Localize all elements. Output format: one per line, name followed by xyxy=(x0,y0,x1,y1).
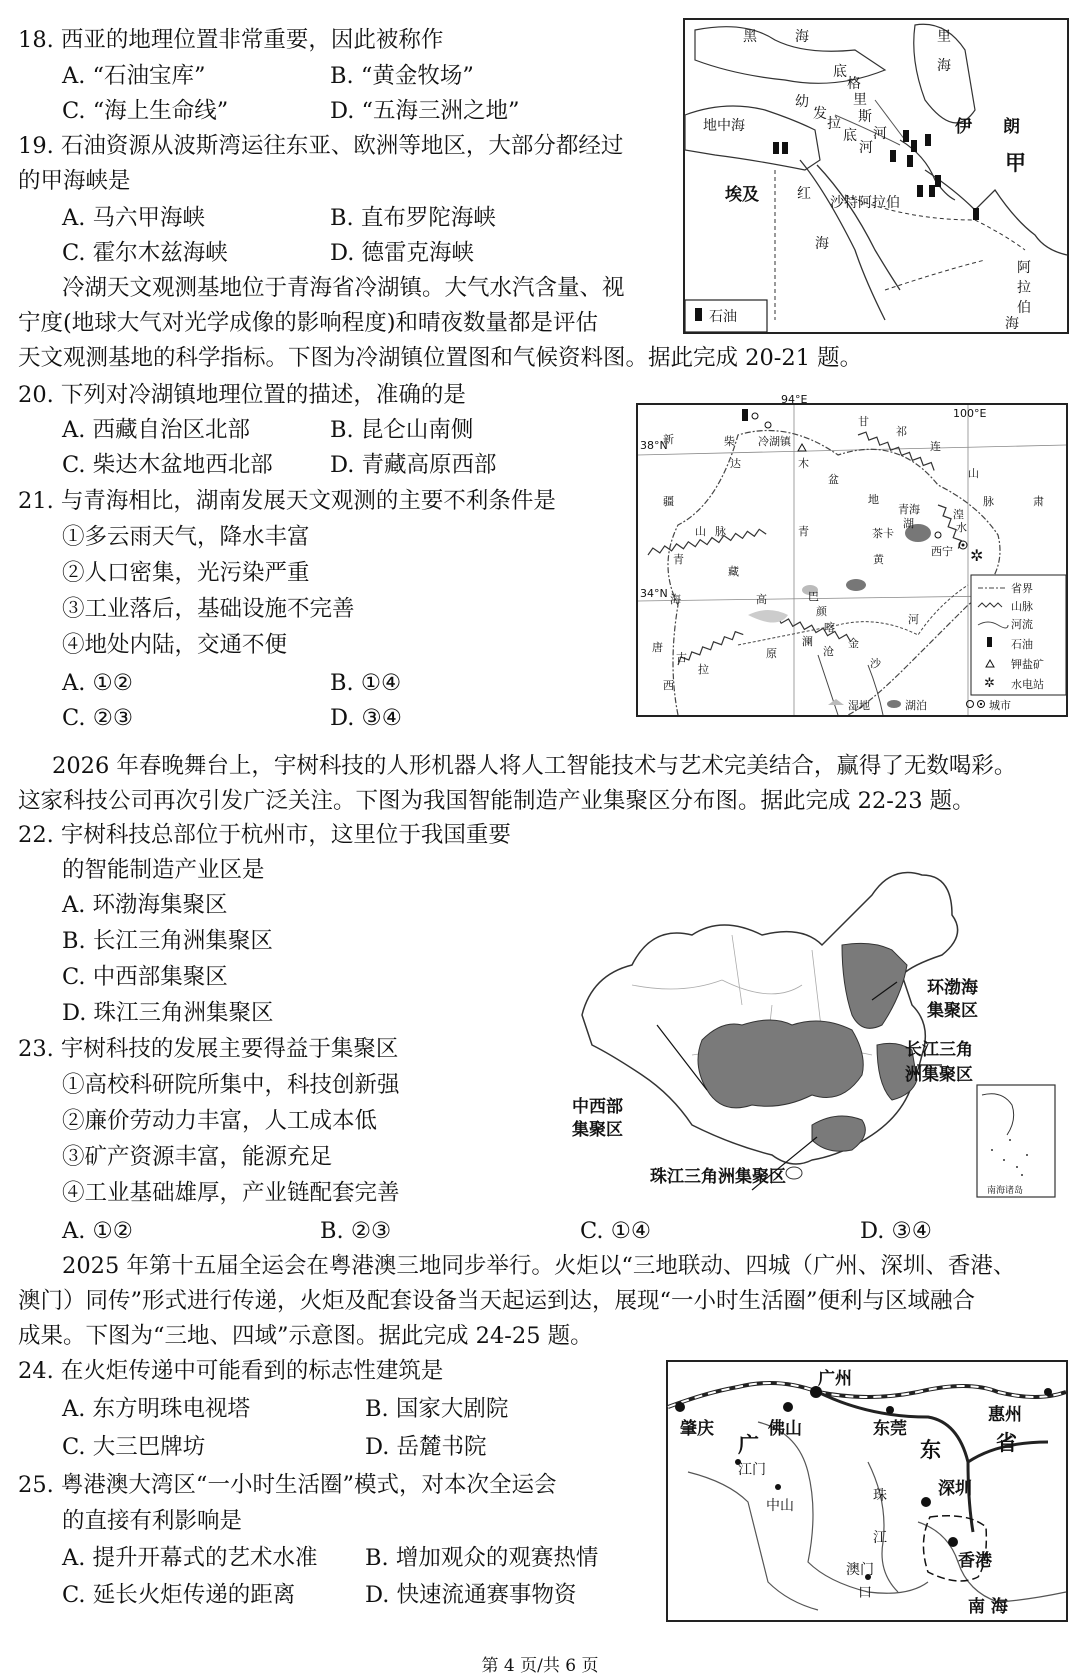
map1-legend-oil: 石油 xyxy=(709,309,737,325)
q21-item-3: ③工业落后，基础设施不完善 xyxy=(62,596,355,622)
q25-stem-line2: 的直接有利影响是 xyxy=(62,1508,243,1534)
q20-option-a[interactable]: A. 西藏自治区北部 xyxy=(62,417,251,443)
lat-38: 38°N xyxy=(640,439,668,452)
svg-text:古: 古 xyxy=(676,651,687,664)
intro24-line2: 澳门）同传”形式进行传递，火炬及配套设备当天起运到达，展现“一小时生活圈”便利与区域融合 xyxy=(18,1288,976,1314)
q20-option-b[interactable]: B. 昆仑山南侧 xyxy=(330,417,474,443)
q24-option-d[interactable]: D. 岳麓书院 xyxy=(365,1434,487,1460)
svg-text:唐: 唐 xyxy=(652,641,663,654)
q22-option-b[interactable]: B. 长江三角洲集聚区 xyxy=(62,928,273,954)
svg-text:喀: 喀 xyxy=(824,621,835,634)
q23-item-2: ②廉价劳动力丰富，人工成本低 xyxy=(62,1108,378,1134)
q19-option-a[interactable]: A. 马六甲海峡 xyxy=(62,205,206,231)
city-hongkong: 香港 xyxy=(958,1551,992,1571)
svg-text:东: 东 xyxy=(920,1438,941,1462)
intro24-line3: 成果。下图为“三地、四域”示意图。据此完成 24-25 题。 xyxy=(18,1323,593,1349)
city-foshan: 佛山 xyxy=(768,1419,802,1439)
svg-text:沧: 沧 xyxy=(823,645,834,658)
label-pearl-cluster: 珠江三角洲集聚区 xyxy=(650,1167,786,1187)
lat-34: 34°N xyxy=(640,587,668,600)
tigris-1: 格 xyxy=(847,76,861,92)
intro20-line1: 冷湖天文观测基地位于青海省冷湖镇。大气水汽含量、视 xyxy=(62,275,625,301)
label-red-sea-1: 红 xyxy=(797,186,811,202)
city-shenzhen: 深圳 xyxy=(938,1479,972,1499)
q18-option-c[interactable]: C. “海上生命线” xyxy=(62,98,229,124)
svg-text:珠: 珠 xyxy=(873,1488,887,1504)
q18-stem: 18. 西亚的地理位置非常重要，因此被称作 xyxy=(18,27,444,53)
legend-mountain: 山脉 xyxy=(1011,600,1033,613)
svg-text:巴: 巴 xyxy=(808,590,819,603)
euphrates-3: 底 xyxy=(843,128,857,144)
page-footer: 第 4 页/共 6 页 xyxy=(481,1656,599,1676)
label-iran-2: 朗 xyxy=(1003,117,1020,137)
svg-text:地: 地 xyxy=(868,493,879,506)
q19-option-b[interactable]: B. 直布罗陀海峡 xyxy=(330,205,496,231)
q24-option-a[interactable]: A. 东方明珠电视塔 xyxy=(62,1396,251,1422)
q23-option-a[interactable]: A. ①② xyxy=(62,1218,133,1244)
q19-stem-line2: 的甲海峡是 xyxy=(18,168,131,194)
q19-option-d[interactable]: D. 德雷克海峡 xyxy=(330,240,475,266)
tigris-3: 斯 xyxy=(858,109,872,125)
label-inset: 南海诸岛 xyxy=(987,1186,1024,1196)
q18-option-b[interactable]: B. “黄金牧场” xyxy=(330,63,474,89)
label-caspian-2: 海 xyxy=(937,58,951,74)
euphrates-2: 拉 xyxy=(827,116,841,132)
lon-100: 100°E xyxy=(953,407,987,420)
label-bohai-2: 集聚区 xyxy=(927,1001,978,1021)
q25-option-a[interactable]: A. 提升开幕式的艺术水准 xyxy=(62,1545,318,1571)
q25-option-d[interactable]: D. 快速流通赛事物资 xyxy=(365,1582,577,1608)
q23-stem: 23. 宇树科技的发展主要得益于集聚区 xyxy=(18,1036,399,1062)
q18-option-a[interactable]: A. “石油宝库” xyxy=(62,63,206,89)
q21-item-1: ①多云雨天气，降水丰富 xyxy=(62,524,310,550)
label-egypt: 埃及 xyxy=(725,185,759,205)
q21-option-d[interactable]: D. ③④ xyxy=(330,705,402,731)
label-arabian-3: 伯 xyxy=(1017,300,1031,316)
q25-stem-line1: 25. 粤港澳大湾区“一小时生活圈”模式，对本次全运会 xyxy=(18,1472,557,1498)
q23-item-1: ①高校科研院所集中，科技创新强 xyxy=(62,1072,400,1098)
city-zhaoqing: 肇庆 xyxy=(680,1419,714,1439)
q22-stem-line1: 22. 宇树科技总部位于杭州市，这里位于我国重要 xyxy=(18,822,511,848)
label-black-sea-2: 海 xyxy=(795,29,809,45)
q20-option-d[interactable]: D. 青藏高原西部 xyxy=(330,452,497,478)
svg-text:拉: 拉 xyxy=(698,663,709,676)
svg-text:口: 口 xyxy=(858,1585,872,1601)
intro20-line3: 天文观测基地的科学指标。下图为冷湖镇位置图和气候资料图。据此完成 20-21 题。 xyxy=(18,345,863,371)
q19-option-c[interactable]: C. 霍尔木兹海峡 xyxy=(62,240,228,266)
svg-text:沙: 沙 xyxy=(870,657,881,670)
svg-text:西宁: 西宁 xyxy=(931,545,953,558)
city-dongguan: 东莞 xyxy=(873,1419,907,1439)
q22-option-a[interactable]: A. 环渤海集聚区 xyxy=(62,892,228,918)
intro22-line2: 这家科技公司再次引发广泛关注。下图为我国智能制造产业集聚区分布图。据此完成 22-23 题。 xyxy=(18,788,975,814)
tigris-0: 底 xyxy=(833,64,847,80)
svg-text:甘: 甘 xyxy=(858,415,869,428)
svg-text:江: 江 xyxy=(873,1530,887,1546)
city-guangzhou: 广州 xyxy=(818,1369,852,1389)
q21-item-2: ②人口密集，光污染严重 xyxy=(62,560,310,586)
svg-text:茶卡: 茶卡 xyxy=(872,527,894,540)
tigris-4: 河 xyxy=(873,126,887,142)
label-iran-1: 伊 xyxy=(955,117,972,137)
svg-text:祁: 祁 xyxy=(896,425,907,438)
q21-option-a[interactable]: A. ①② xyxy=(62,670,133,696)
svg-text:脉: 脉 xyxy=(715,525,726,538)
svg-text:肃: 肃 xyxy=(1033,495,1044,508)
q22-stem-line2: 的智能制造产业区是 xyxy=(62,857,265,883)
china-cluster-map xyxy=(572,855,1072,1205)
svg-text:广: 广 xyxy=(738,1433,759,1457)
q21-stem: 21. 与青海相比，湖南发展天文观测的主要不利条件是 xyxy=(18,488,556,514)
q23-item-4: ④工业基础雄厚，产业链配套完善 xyxy=(62,1180,400,1206)
svg-text:青海: 青海 xyxy=(898,503,920,516)
q24-stem: 24. 在火炬传递中可能看到的标志性建筑是 xyxy=(18,1358,444,1384)
svg-text:水: 水 xyxy=(956,521,967,534)
label-central-1: 中西部 xyxy=(572,1097,623,1117)
intro24-line1: 2025 年第十五届全运会在粤港澳三地同步举行。火炬以“三地联动、四城（广州、深圳、香港、 xyxy=(62,1253,1016,1279)
legend-river: 河流 xyxy=(1011,618,1033,631)
svg-text:✲: ✲ xyxy=(984,676,995,691)
legend-province: 省界 xyxy=(1011,582,1033,595)
legend-hydro: 水电站 xyxy=(1011,678,1044,691)
svg-text:澜: 澜 xyxy=(802,635,813,648)
svg-text:盆: 盆 xyxy=(828,473,839,486)
q19-stem-line1: 19. 石油资源从波斯湾运往东亚、欧洲等地区，大部分都经过 xyxy=(18,133,624,159)
label-mediterranean: 地中海 xyxy=(703,118,745,134)
q24-option-c[interactable]: C. 大三巴牌坊 xyxy=(62,1434,206,1460)
label-arabian-1: 阿 xyxy=(1017,260,1031,276)
q24-option-b[interactable]: B. 国家大剧院 xyxy=(365,1396,509,1422)
svg-text:高: 高 xyxy=(756,593,767,606)
svg-text:连: 连 xyxy=(930,440,941,453)
svg-text:城市: 城市 xyxy=(989,699,1011,712)
q21-item-4: ④地处内陆，交通不便 xyxy=(62,632,288,658)
label-yangtze-1: 长江三角 xyxy=(905,1040,973,1060)
svg-text:湖: 湖 xyxy=(903,517,914,530)
svg-text:新: 新 xyxy=(663,433,674,446)
svg-text:湟: 湟 xyxy=(953,508,964,521)
svg-text:山: 山 xyxy=(695,525,706,538)
label-caspian-1: 里 xyxy=(937,29,951,45)
svg-text:疆: 疆 xyxy=(663,495,674,508)
label-saudi: 沙特阿拉伯 xyxy=(830,195,900,211)
svg-text:金: 金 xyxy=(848,637,859,650)
q20-option-c[interactable]: C. 柴达木盆地西北部 xyxy=(62,452,273,478)
q25-option-c[interactable]: C. 延长火炬传递的距离 xyxy=(62,1582,296,1608)
q23-item-3: ③矿产资源丰富，能源充足 xyxy=(62,1144,333,1170)
q18-option-d[interactable]: D. “五海三洲之地” xyxy=(330,98,520,124)
svg-text:西: 西 xyxy=(663,679,674,692)
label-red-sea-2: 海 xyxy=(815,236,829,252)
q21-option-b[interactable]: B. ①④ xyxy=(330,670,402,696)
svg-text:黄: 黄 xyxy=(873,553,884,566)
svg-text:脉: 脉 xyxy=(983,495,994,508)
label-central-2: 集聚区 xyxy=(572,1120,623,1140)
qinghai-map xyxy=(636,393,1068,717)
svg-text:湖泊: 湖泊 xyxy=(905,699,927,712)
svg-text:青: 青 xyxy=(798,525,809,538)
city-macau: 澳门 xyxy=(846,1562,874,1578)
west-asia-map xyxy=(683,18,1069,334)
q23-option-d[interactable]: D. ③④ xyxy=(860,1218,932,1244)
label-yangtze-2: 洲集聚区 xyxy=(905,1065,973,1085)
svg-text:藏: 藏 xyxy=(728,565,739,578)
svg-text:颜: 颜 xyxy=(816,605,827,618)
city-jiangmen: 江门 xyxy=(738,1462,766,1478)
q23-option-b[interactable]: B. ②③ xyxy=(320,1218,392,1244)
euphrates-4: 河 xyxy=(859,140,873,156)
lon-94: 94°E xyxy=(781,393,808,406)
svg-text:木: 木 xyxy=(798,457,809,470)
q22-option-d[interactable]: D. 珠江三角洲集聚区 xyxy=(62,1000,274,1026)
euphrates-1: 发 xyxy=(813,106,827,122)
legend-potash: 钾盐矿 xyxy=(1011,658,1044,671)
intro22-line1: 2026 年春晚舞台上，宇树科技的人形机器人将人工智能技术与艺术完美结合，赢得了无数喝彩。 xyxy=(52,753,1017,779)
q22-option-c[interactable]: C. 中西部集聚区 xyxy=(62,964,228,990)
intro20-line2: 宁度(地球大气对光学成像的影响程度)和晴夜数量都是评估 xyxy=(18,310,599,336)
label-black-sea-1: 黑 xyxy=(743,29,757,45)
label-jia: 甲 xyxy=(1005,151,1026,175)
legend-oil: 石油 xyxy=(1011,638,1033,651)
q21-option-c[interactable]: C. ②③ xyxy=(62,705,134,731)
city-zhongshan: 中山 xyxy=(766,1498,794,1514)
svg-text:达: 达 xyxy=(730,457,741,470)
svg-text:山: 山 xyxy=(968,467,979,480)
svg-text:海: 海 xyxy=(670,593,681,606)
svg-text:青: 青 xyxy=(673,553,684,566)
gba-map xyxy=(666,1360,1068,1622)
svg-text:✲: ✲ xyxy=(970,546,984,565)
q23-option-c[interactable]: C. ①④ xyxy=(580,1218,652,1244)
svg-text:湿地: 湿地 xyxy=(848,699,870,712)
lenghu-label: 冷湖镇 xyxy=(758,435,791,448)
label-bohai-1: 环渤海 xyxy=(927,978,978,998)
svg-text:省: 省 xyxy=(996,1431,1017,1455)
svg-text:河: 河 xyxy=(908,613,919,626)
q20-stem: 20. 下列对冷湖镇地理位置的描述，准确的是 xyxy=(18,382,466,408)
q25-option-b[interactable]: B. 增加观众的观赛热情 xyxy=(365,1545,599,1571)
label-arabian-2: 拉 xyxy=(1017,280,1031,296)
euphrates-0: 幼 xyxy=(795,94,809,110)
svg-text:柴: 柴 xyxy=(724,435,735,448)
label-arabian-4: 海 xyxy=(1005,316,1019,332)
city-huizhou: 惠州 xyxy=(988,1405,1022,1425)
tigris-2: 里 xyxy=(853,92,867,108)
svg-text:原: 原 xyxy=(766,647,777,660)
label-south-sea: 南 海 xyxy=(968,1597,1008,1617)
